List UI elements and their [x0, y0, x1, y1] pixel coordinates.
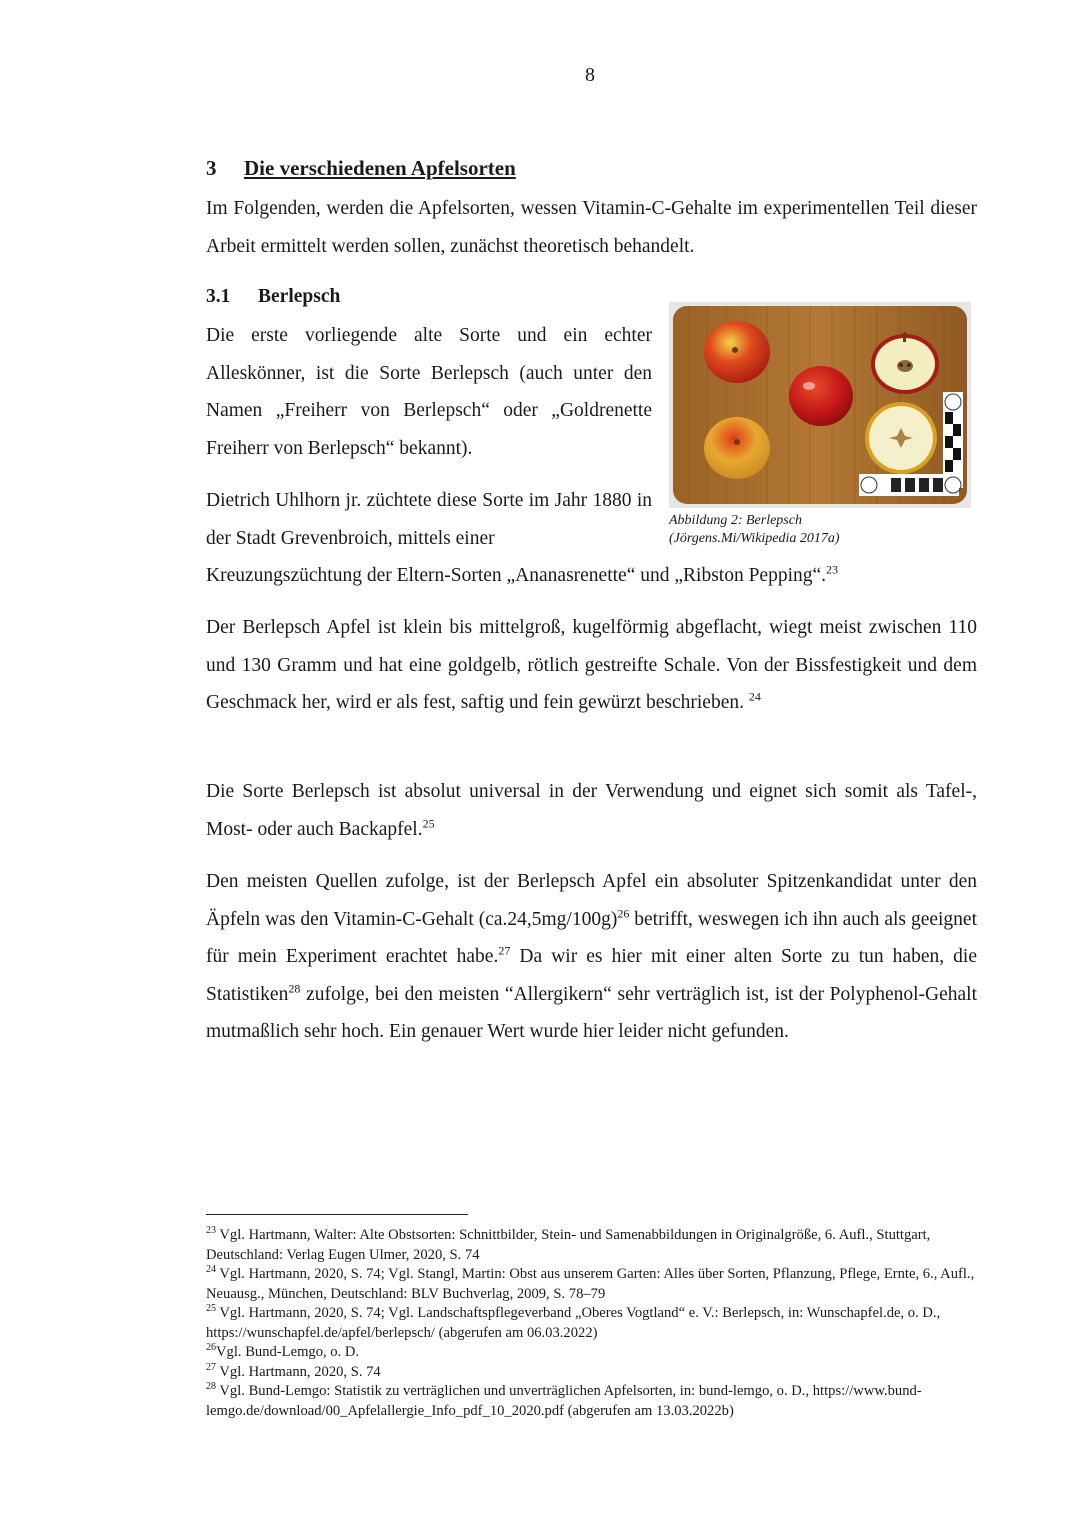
- subsection-heading: [206, 286, 340, 308]
- footnote-ref-23: 23: [826, 562, 839, 577]
- footnote-ref-28: 28: [288, 981, 301, 995]
- subsection-title: Berlepsch: [258, 286, 341, 307]
- footnote-27: $^{27}$ Vgl. Hartmann, 2020, S. 74: [206, 1361, 381, 1380]
- footnotes: [206, 1226, 977, 1421]
- description-paragraph: Der Berlepsch Apfel ist klein bis mittelgroß, kugelförmig abgeflacht, wiegt meist zwischen 110 und 130 Gramm und hat eine goldgelb, rötlich gestreifte Schale. Von der Bissfestigkeit und dem Geschmack her, wird er als fest, saftig und fein gewürzt beschrieben. $^{24}$: [206, 617, 977, 713]
- intro-paragraph: Im Folgenden, werden die Apfelsorten, wessen Vitamin-C-Gehalte im experimentellen Teil dieser Arbeit ermittelt werden sollen, zunächst theoretisch behandelt.: [206, 198, 977, 257]
- footnote-ref-26: 26: [617, 906, 630, 920]
- breeding-paragraph-left: Dietrich Uhlhorn jr. züchtete diese Sorte im Jahr 1880 in der Stadt Grevenbroich, mittels einer: [206, 490, 652, 549]
- footnote-23: $^{23}$ Vgl. Hartmann, Walter: Alte Obstsorten: Schnittbilder, Stein- und Samenabbildungen in Originalgröße, 6. Aufl., Stuttgart, Deutschland: Verlag Eugen Ulmer, 2020, S. 74: [206, 1225, 931, 1263]
- footnote-ref-24: 24: [748, 689, 761, 704]
- page-number: 8: [585, 64, 595, 86]
- subsection-number: 3.1: [206, 286, 231, 307]
- footnote-ref-27: 27: [498, 943, 511, 958]
- footnote-24: $^{24}$ Vgl. Hartmann, 2020, S. 74; Vgl. Stangl, Martin: Obst aus unserem Garten: Alles über Sorten, Pflanzung, Pflege, Ernte, 6., Aufl., Neuausg., München, Deutschland: BLV Buchverlag, 2009, S. 78–79: [206, 1264, 975, 1302]
- footnote-divider: [206, 1214, 468, 1215]
- usage-paragraph: Die Sorte Berlepsch ist absolut universal in der Verwendung und eignet sich somit als Tafel-, Most- oder auch Backapfel.$^{25}$: [206, 781, 977, 840]
- figure-caption: Abbildung 2: Berlepsch (Jörgens.Mi/Wikipedia 2017a): [669, 513, 840, 546]
- footnote-ref-25: 25: [422, 816, 435, 830]
- footnote-25: $^{25}$ Vgl. Hartmann, 2020, S. 74; Vgl. Landschaftspflegeverband „Oberes Vogtland“ e. V.: Berlepsch, in: Wunschapfel.de, o. D., https://wunschapfel.de/apfel/berlepsch/ (abgerufen am 06.03.2022): [206, 1303, 941, 1341]
- berlepsch-intro-paragraph: Die erste vorliegende alte Sorte und ein echter Alleskönner, ist die Sorte Berlepsch (auch unter den Namen „Freiherr von Berlepsch“ oder „Goldrenette Freiherr von Berlepsch“ bekannt).: [206, 325, 652, 459]
- section-heading: [206, 156, 516, 181]
- section-number: 3: [206, 156, 217, 180]
- section-title: Die verschiedenen Apfelsorten: [244, 156, 516, 180]
- breeding-paragraph-continued: Kreuzungszüchtung der Eltern-Sorten „Ananasrenette“ und „Ribston Pepping“.$^{23}$: [206, 562, 839, 586]
- vitamin-paragraph: Den meisten Quellen zufolge, ist der Berlepsch Apfel ein absoluter Spitzenkandidat unter den Äpfeln was den Vitamin-C-Gehalt $(ca.24,5mg/100g)^{26}$ betrifft, weswegen ich ihn auch als geeignet für mein Experiment erachtet habe.$^{27}$ Da wir es hier mit einer alten Sorte zu tun haben, die Statistiken$^{28}$ zufolge, bei den meisten “Allergikern“ sehr verträglich ist, ist der Polyphenol-Gehalt mutmaßlich sehr hoch. Ein genauer Wert wurde hier leider nicht gefunden.: [206, 871, 977, 1042]
- berlepsch-photo: [669, 302, 971, 508]
- footnote-26: $^{26}$Vgl. Bund-Lemgo, o. D.: [206, 1342, 360, 1360]
- footnote-28: $^{28}$ Vgl. Bund-Lemgo: Statistik zu verträglichen und unverträglichen Apfelsorten, in: bund-lemgo, o. D., https://www.bund-lemgo.de/download/00_Apfelallergie_Info_pdf_10_2020.pdf (abgerufen am 13.03.2022b): [206, 1381, 922, 1419]
- apple-figure: [669, 302, 971, 548]
